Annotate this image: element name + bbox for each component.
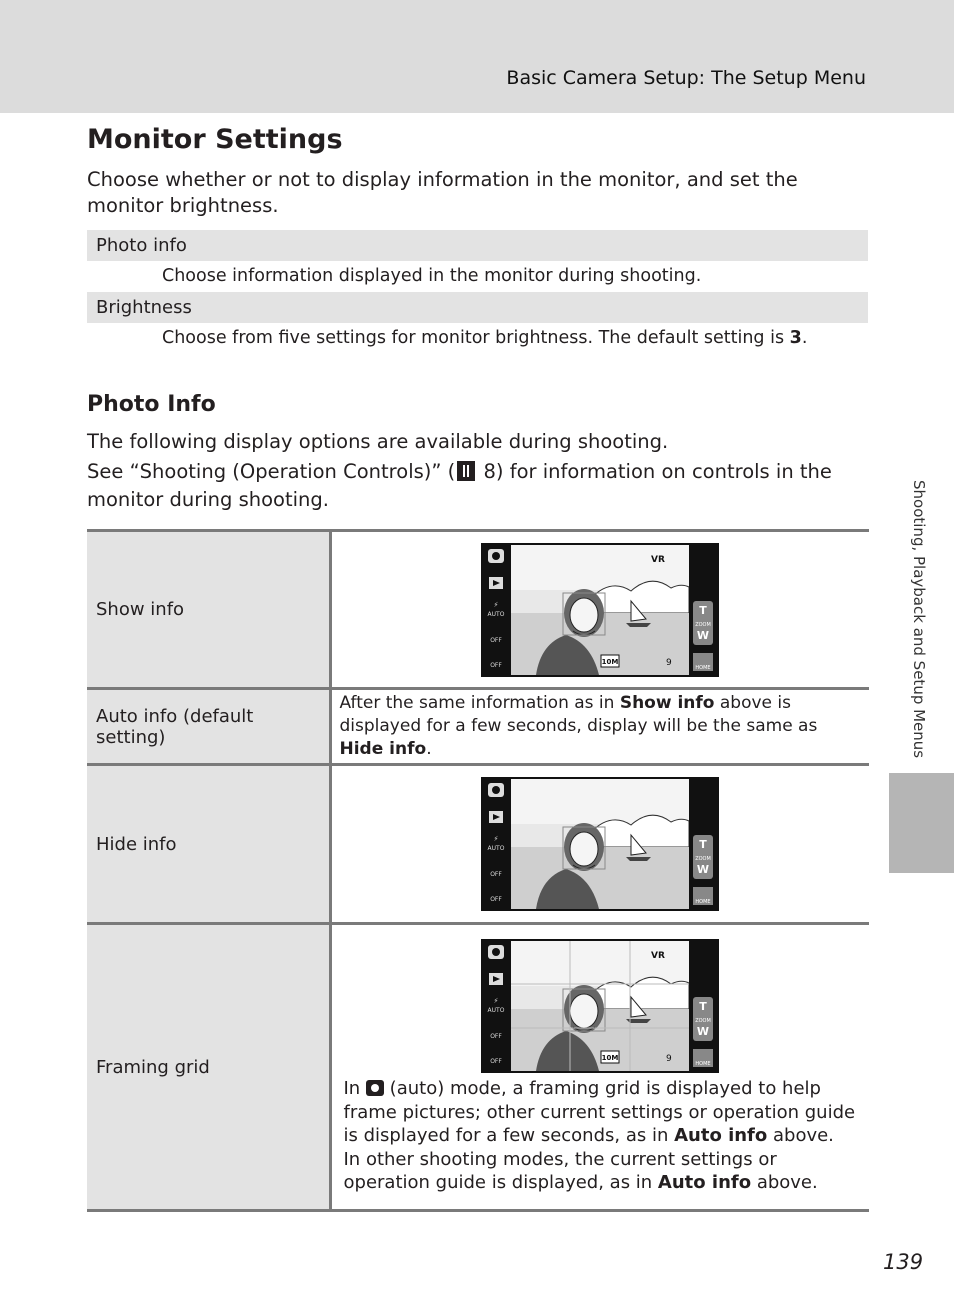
framing-grid-description: In (auto) mode, a framing grid is displayed to help frame pictures; other current settings or operation guide is displayed for a few seconds, as in Auto info above. In other shooting modes, the current settings or operation guide is displayed, as in Auto info above.: [343, 1078, 856, 1194]
page-number: 139: [883, 1250, 924, 1274]
svg-text:W: W: [697, 628, 710, 642]
photo-info-table: [87, 529, 869, 1212]
option-photo-info: Photo info: [87, 230, 868, 261]
section-title: Basic Camera Setup: The Setup Menu: [506, 67, 866, 89]
svg-text:OFF: OFF: [490, 896, 503, 903]
svg-text:T: T: [699, 1000, 708, 1014]
svg-text:AUTO: AUTO: [487, 845, 505, 852]
paragraph-1: The following display options are available during shooting.: [87, 430, 669, 453]
page-title: Monitor Settings: [87, 124, 343, 155]
camera-icon: [366, 1080, 384, 1096]
svg-text:T: T: [699, 838, 708, 851]
row-label: Show info: [87, 531, 330, 689]
svg-text:OFF: OFF: [490, 636, 503, 644]
table-row: [87, 924, 869, 1211]
svg-text:OFF: OFF: [490, 661, 503, 669]
svg-text:ZOOM: ZOOM: [695, 856, 712, 862]
row-content: [330, 924, 869, 1211]
svg-text:OFF: OFF: [490, 871, 503, 878]
auto-info-description: After the same information as in Show info above is displayed for a few seconds, display will be the same as Hide info.: [339, 693, 818, 759]
svg-text:W: W: [697, 1025, 710, 1039]
svg-text:ZOOM: ZOOM: [695, 1018, 712, 1025]
paragraph-2: See “Shooting (Operation Controls)” ( 8) for information on controls in the monitor during shooting.: [87, 460, 832, 511]
table-row: [87, 689, 869, 765]
svg-text:9: 9: [666, 1054, 672, 1065]
row-content: [330, 765, 869, 924]
svg-text:⚡: ⚡: [493, 600, 499, 609]
option-photo-info-desc: Choose information displayed in the monitor during shooting.: [162, 266, 702, 286]
svg-text:T: T: [699, 603, 708, 617]
chapter-tab: [889, 773, 954, 873]
svg-text:AUTO: AUTO: [487, 1007, 505, 1015]
monitor-screen-hide-info: [481, 777, 719, 911]
svg-text:⚡: ⚡: [493, 997, 499, 1006]
svg-text:9: 9: [666, 657, 672, 668]
svg-text:HOME: HOME: [695, 1061, 711, 1068]
subheading: Photo Info: [87, 392, 216, 417]
option-brightness-desc: Choose from five settings for monitor brightness. The default setting is 3.: [162, 328, 808, 348]
row-content: [330, 531, 869, 689]
header-band: [0, 0, 954, 113]
svg-text:HOME: HOME: [695, 899, 711, 905]
row-label: Hide info: [87, 765, 330, 924]
svg-text:VR: VR: [651, 951, 666, 962]
svg-text:AUTO: AUTO: [487, 610, 505, 618]
row-label: Framing grid: [87, 924, 330, 1211]
svg-text:10M: 10M: [601, 657, 619, 666]
svg-text:HOME: HOME: [695, 664, 711, 671]
page-reference-icon: [457, 461, 475, 481]
svg-text:OFF: OFF: [490, 1058, 503, 1066]
svg-text:OFF: OFF: [490, 1033, 503, 1041]
row-content: [330, 689, 869, 765]
option-brightness: Brightness: [87, 292, 868, 323]
table-row: [87, 531, 869, 689]
intro-text: Choose whether or not to display information in the monitor, and set the monitor brightness.: [87, 168, 798, 217]
svg-text:ZOOM: ZOOM: [695, 621, 712, 628]
svg-text:VR: VR: [651, 554, 666, 565]
svg-text:⚡: ⚡: [493, 835, 499, 843]
monitor-screen-framing-grid: [481, 939, 719, 1073]
svg-text:W: W: [697, 863, 710, 876]
monitor-screen-show-info: [481, 543, 719, 677]
table-row: [87, 765, 869, 924]
side-chapter-label: Shooting, Playback and Setup Menus: [910, 480, 928, 759]
svg-text:10M: 10M: [601, 1054, 619, 1063]
row-label: Auto info (default setting): [87, 689, 330, 765]
